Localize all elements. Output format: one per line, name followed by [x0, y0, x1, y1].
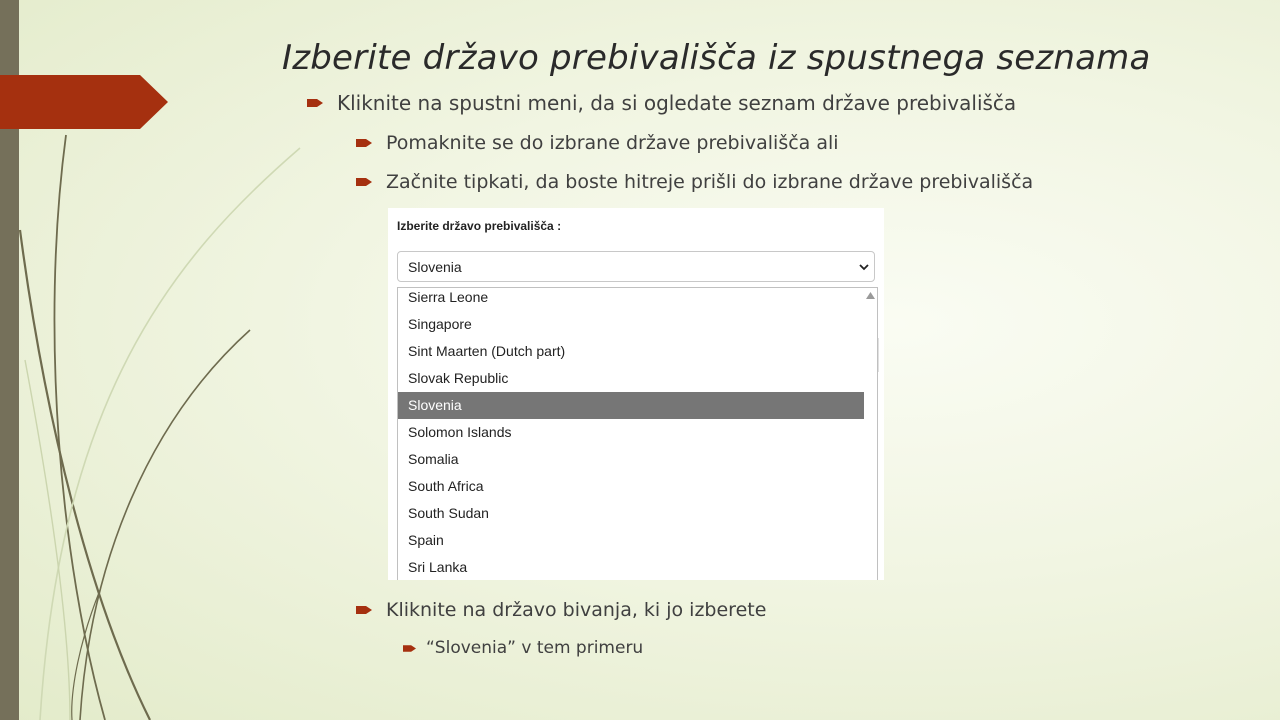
- chevron-down-icon: [858, 261, 870, 273]
- option-slovak-republic[interactable]: Slovak Republic: [408, 370, 509, 386]
- arrow-bullet-icon: [307, 98, 323, 108]
- option-sierra-leone[interactable]: Sierra Leone: [408, 289, 489, 305]
- bullet-text: Začnite tipkati, da boste hitreje prišli do izbrane države prebivališča: [386, 171, 1034, 193]
- arrow-bullet-icon: [356, 138, 372, 148]
- option-sri-lanka[interactable]: Sri Lanka: [408, 559, 468, 575]
- dropdown-screenshot: [388, 208, 884, 580]
- option-somalia[interactable]: Somalia: [408, 451, 459, 467]
- bullet-typing: [356, 171, 1033, 193]
- bullet-text: “Slovenia” v tem primeru: [426, 638, 644, 658]
- arrow-bullet-icon: [356, 605, 372, 615]
- bullet-text: Kliknite na spustni meni, da si ogledate seznam države prebivališča: [337, 91, 1017, 115]
- bullet-click-country: [356, 599, 766, 621]
- arrow-bullet-icon: [403, 644, 416, 653]
- country-select[interactable]: [397, 251, 875, 282]
- country-label: Izberite državo prebivališča :: [397, 219, 562, 233]
- option-south-sudan[interactable]: South Sudan: [408, 505, 489, 521]
- option-spain[interactable]: Spain: [408, 532, 444, 548]
- dropdown-scrollbar[interactable]: [864, 288, 877, 580]
- scroll-up-arrow-icon[interactable]: [866, 292, 875, 299]
- option-solomon-islands[interactable]: Solomon Islands: [408, 424, 512, 440]
- bullet-open-dropdown: [307, 91, 1016, 115]
- bullet-example: [403, 638, 643, 658]
- title-arrow-shape: [0, 75, 168, 129]
- background-divider: [878, 338, 879, 372]
- bullet-text: Kliknite na državo bivanja, ki jo izberete: [386, 599, 767, 621]
- option-sint-maarten[interactable]: Sint Maarten (Dutch part): [408, 343, 566, 359]
- option-south-africa[interactable]: South Africa: [408, 478, 484, 494]
- option-slovenia[interactable]: Slovenia: [398, 392, 865, 419]
- select-value: Slovenia: [408, 258, 462, 275]
- bullet-text: Pomaknite se do izbrane države prebivališča ali: [386, 132, 839, 154]
- option-singapore[interactable]: Singapore: [408, 316, 472, 332]
- slide-title: Izberite državo prebivališča iz spustnega seznama: [282, 38, 1151, 78]
- country-dropdown-list[interactable]: [397, 287, 878, 580]
- bullet-scroll: [356, 132, 839, 154]
- arrow-bullet-icon: [356, 177, 372, 187]
